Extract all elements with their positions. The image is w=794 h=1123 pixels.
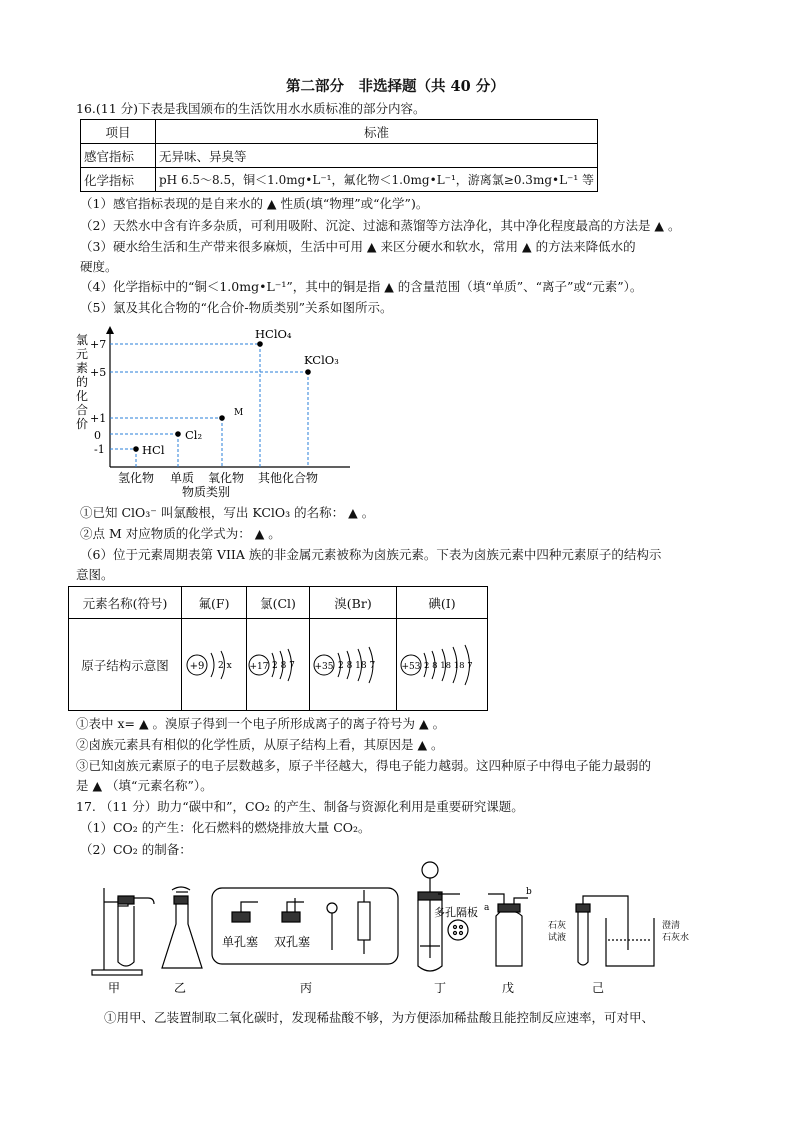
label-m: M: [234, 408, 244, 418]
ytick--1: -1: [94, 443, 105, 456]
table-header: 溴(Br): [310, 587, 397, 619]
point-hcl: [133, 446, 139, 452]
label-yi: 乙: [174, 981, 187, 995]
halogen-table: [68, 586, 488, 711]
apparatus-jia: [92, 888, 154, 975]
q16-part4: （4）化学指标中的“铜＜1.0mg•L⁻¹”，其中的铜是指 ▲ 的含量范围（填“单质”、“离子”或“元素”）。: [80, 279, 643, 294]
table-row: [81, 120, 598, 144]
atom-cl: [247, 619, 310, 711]
table-header: 氟(F): [182, 587, 247, 619]
atom-f: [182, 619, 247, 711]
nucleus-i: +53: [401, 661, 421, 672]
label-ji: 己: [592, 981, 605, 995]
nucleus-f: +9: [189, 660, 205, 672]
ytick-0: 0: [94, 429, 101, 442]
table-cell: 无异味、异臭等: [156, 144, 598, 168]
label-hclo4: HClO₄: [255, 327, 292, 341]
q17-intro: 17. （11 分）助力“碳中和”，CO₂ 的产生、制备与资源化利用是重要研究课题。: [76, 799, 524, 814]
shells-i: 2 8 18 18 7: [424, 660, 473, 671]
atom-diagram-br: [312, 642, 394, 688]
label-b: b: [526, 887, 532, 897]
shells-br: 2 8 18 7: [338, 660, 376, 671]
shells-f: 2 x: [218, 660, 232, 671]
label-wu: 戊: [502, 981, 515, 995]
xcat-oxide: 氧化物: [208, 471, 245, 485]
q16-sub2: ②点 M 对应物质的化学式为： ▲ 。: [80, 526, 281, 541]
table-row: [81, 144, 598, 168]
atom-diagram-i: [399, 641, 485, 689]
label-limewater-2: 石灰水: [662, 933, 690, 943]
apparatus-yi: [162, 887, 202, 968]
row-label: 原子结构示意图: [69, 619, 182, 711]
apparatus-diagram: [88, 858, 748, 996]
label-marble: 石灰: [548, 921, 567, 931]
water-standard-table: [80, 119, 598, 192]
q16-sub1: ①已知 ClO₃⁻ 叫氯酸根，写出 KClO₃ 的名称： ▲ 。: [80, 505, 375, 520]
y-axis-label: 氯元素的化合价: [76, 333, 89, 431]
xcat-element: 单质: [170, 471, 195, 485]
atom-i: [397, 619, 488, 711]
label-single-stopper: 单孔塞: [222, 935, 259, 949]
single-stopper: [232, 902, 258, 922]
label-cl2: Cl₂: [185, 428, 203, 442]
ytick-+7: +7: [90, 338, 107, 351]
q16-halogen-q3-line2: 是 ▲ （填“元素名称”）。: [76, 778, 213, 793]
table-header: 碘(I): [397, 587, 488, 619]
x-axis-label: 物质类别: [182, 485, 231, 499]
q16-halogen-q2: ②卤族元素具有相似的化学性质，从原子结构上看，其原因是 ▲ 。: [76, 737, 444, 752]
label-a: a: [484, 903, 490, 913]
point-hclo4: [257, 341, 263, 347]
label-tube: 试液: [548, 933, 567, 943]
xcat-other: 其他化合物: [258, 471, 319, 485]
label-hcl: HCl: [142, 443, 165, 457]
table-row: [69, 619, 488, 711]
point-m: [219, 415, 225, 421]
table-cell: 化学指标: [81, 168, 156, 192]
table-row: [69, 587, 488, 619]
point-kclo3: [305, 369, 311, 375]
q16-part3-line1: （3）硬水给生活和生产带来很多麻烦，生活中可用 ▲ 来区分硬水和软水，常用 ▲ 的方法来降低水的: [80, 239, 636, 254]
table-cell: 感官指标: [81, 144, 156, 168]
table-header-item: 项目: [81, 120, 156, 144]
q16-halogen-q3-line1: ③已知卤族元素原子的电子层数越多，原子半径越大，得电子能力越弱。这四种原子中得电子能力最弱的: [76, 758, 652, 773]
table-row: [81, 168, 598, 192]
apparatus-ji: [576, 896, 654, 966]
atom-diagram-cl: [248, 643, 308, 687]
q16-part6-line1: （6）位于元素周期表第 VIIA 族的非金属元素被称为卤族元素。下表为卤族元素中四种元素原子的结构示: [80, 547, 662, 562]
label-jia: 甲: [108, 981, 121, 995]
ytick-+1: +1: [90, 412, 107, 425]
q17-part2: （2）CO₂ 的制备：: [80, 842, 192, 857]
atom-br: [310, 619, 397, 711]
double-stopper: [282, 898, 304, 922]
q17-sub1: ①用甲、乙装置制取二氧化碳时，发现稀盐酸不够，为方便添加稀盐酸且能控制反应速率，可对甲、: [104, 1010, 655, 1025]
ytick-+5: +5: [90, 366, 107, 379]
table-cell: pH 6.5～8.5，铜＜1.0mg•L⁻¹，氟化物＜1.0mg•L⁻¹，游离氯≥0.3mg•L⁻¹ 等: [156, 168, 598, 192]
label-limewater-1: 澄清: [662, 921, 681, 931]
apparatus-wu: [488, 894, 528, 966]
q16-part6-line2: 意图。: [76, 567, 114, 582]
point-cl2: [175, 431, 181, 437]
q16-part3-line2: 硬度。: [80, 259, 118, 274]
nucleus-br: +35: [314, 661, 334, 672]
q16-intro: 16.(11 分)下表是我国颁布的生活饮用水水质标准的部分内容。: [76, 101, 426, 116]
label-kclo3: KClO₃: [304, 353, 339, 367]
xcat-hydride: 氢化物: [118, 471, 155, 485]
q16-part2: （2）天然水中含有许多杂质，可利用吸附、沉淀、过滤和蒸馏等方法净化，其中净化程度最高的方法是 ▲ 。: [80, 218, 681, 233]
syringe: [358, 890, 370, 954]
table-header: 元素名称(符号): [69, 587, 182, 619]
table-header-standard: 标准: [156, 120, 598, 144]
shells-cl: 2 8 7: [272, 660, 295, 671]
funnel: [327, 903, 337, 950]
label-bing: 丙: [300, 981, 313, 995]
atom-diagram-f: [184, 643, 244, 687]
label-plate: 多孔隔板: [434, 906, 478, 919]
valence-chart: [60, 322, 360, 500]
table-header: 氯(Cl): [247, 587, 310, 619]
section-title: 第二部分 非选择题（共 40 分）: [286, 78, 505, 95]
q16-part5: （5）氯及其化合物的“化合价-物质类别”关系如图所示。: [80, 300, 393, 315]
q16-halogen-q1: ①表中 x= ▲ 。溴原子得到一个电子所形成离子的离子符号为 ▲ 。: [76, 716, 446, 731]
q16-part1: （1）感官指标表现的是自来水的 ▲ 性质(填“物理”或“化学”)。: [80, 196, 429, 211]
label-ding: 丁: [434, 981, 447, 995]
label-double-stopper: 双孔塞: [274, 935, 311, 949]
nucleus-cl: +17: [249, 661, 269, 672]
q17-part1: （1）CO₂ 的产生：化石燃料的燃烧排放大量 CO₂。: [80, 820, 371, 835]
